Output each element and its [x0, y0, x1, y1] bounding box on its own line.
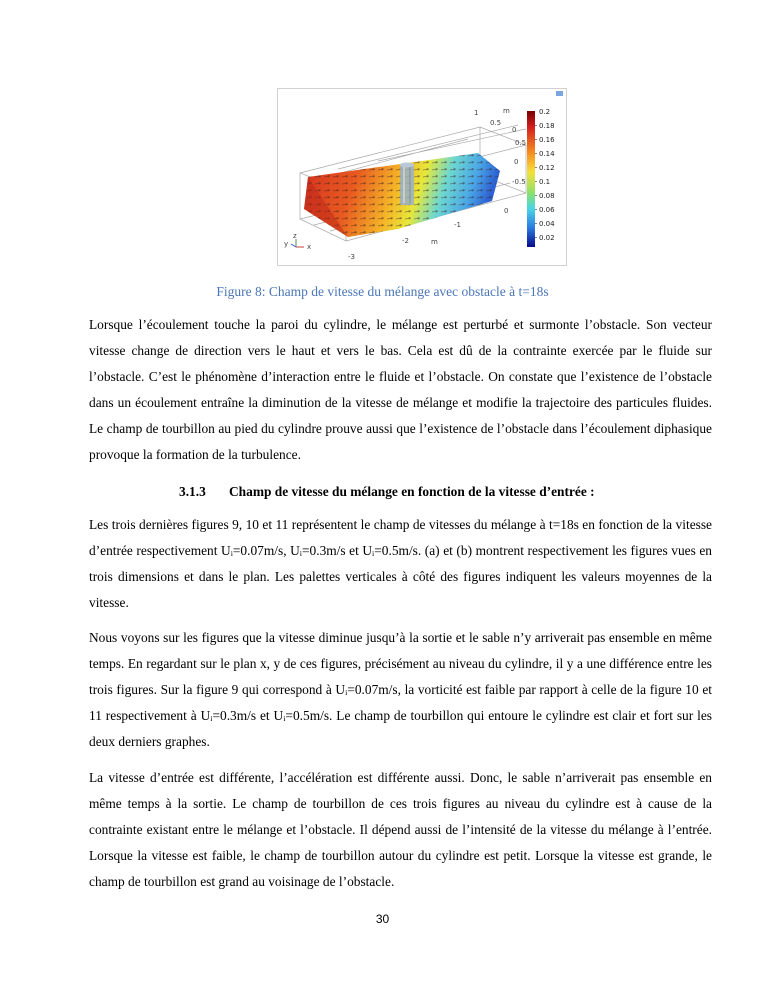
page-number: 30: [375, 912, 390, 926]
colorbar-tick-label: 0.08: [539, 192, 555, 200]
section-title: Champ de vitesse du mélange en fonction de la vitesse d’entrée :: [229, 484, 595, 499]
plot-toolbar-icon: [556, 91, 563, 96]
colorbar-tick-label: 0.12: [539, 164, 555, 172]
svg-text:-0.5: -0.5: [512, 178, 526, 186]
paragraph-4: La vitesse d’entrée est différente, l’accélération est différente aussi. Donc, le sable n’arriverait pas ensemble en même temps à la sortie. Le champ de tourbillon de ces trois figures au niveau du cylindre est à cause de la contrainte existant entre le mélange et l’obstacle. Il dépend aussi de l’intensité de la vitesse du mélange à l’entrée. Lorsque la vitesse est faible, le champ de tourbillon autour du cylindre est petit. Lorsque la vitesse est grande, le champ de tourbillon est grand au voisinage de l’obstacle.: [89, 770, 712, 889]
svg-text:0: 0: [514, 158, 519, 166]
svg-text:m: m: [503, 107, 510, 115]
svg-text:-3: -3: [348, 253, 355, 261]
colorbar-tick-label: 0.02: [539, 234, 555, 242]
section-number: 3.1.3: [179, 484, 206, 499]
colorbar-tick-label: 0.16: [539, 136, 555, 144]
colorbar-tick-label: 0.04: [539, 220, 555, 228]
colorbar-tick-label: 0.1: [539, 178, 551, 186]
svg-text:y: y: [284, 240, 289, 248]
colorbar-tick-label: 0.06: [539, 206, 555, 214]
svg-text:m: m: [431, 238, 438, 246]
paragraph-1: Lorsque l’écoulement touche la paroi du cylindre, le mélange est perturbé et surmonte l’obstacle. Son vecteur vitesse change de direction vers le haut et vers le bas. Cela est dû de la contrainte exercée par le fluide sur l’obstacle. C’est le phénomène d’interaction entre le fluide et l’obstacle. On constate que l’existence de l’obstacle dans un écoulement entraîne la diminution de la vitesse de mélange et modifie la trajectoire des particules fluides. Le champ de tourbillon au pied du cylindre prouve aussi que l’existence de l’obstacle dans l’écoulement diphasique provoque la formation de la turbulence.: [89, 317, 712, 462]
colorbar-tick-label: 0.18: [539, 122, 555, 130]
paragraph-3: Nous voyons sur les figures que la vitesse diminue jusqu’à la sortie et le sable n’y arriverait pas ensemble en même temps. En regardant sur le plan x, y de ces figures, précisément au niveau du cylindre, il y a une différence entre les trois figures. Sur la figure 9 qui correspond à Uᵢ=0.07m/s, la vorticité est faible par rapport à celle de la figure 10 et 11 respectivement à Uᵢ=0.3m/s et Uᵢ=0.5m/s. Le champ de tourbillon qui entoure le cylindre est clair et fort sur les deux derniers graphes.: [89, 630, 712, 749]
svg-text:-2: -2: [402, 237, 409, 245]
svg-text:0.2: 0.2: [539, 108, 551, 116]
section-heading: [179, 481, 595, 503]
svg-text:x: x: [307, 243, 312, 251]
svg-text:0: 0: [512, 126, 517, 134]
axis-triad: [284, 232, 311, 251]
svg-text:1: 1: [474, 109, 479, 117]
paragraph-2: Les trois dernières figures 9, 10 et 11 représentent le champ de vitesses du mélange à t=18s en fonction de la vitesse d’entrée respectivement Uᵢ=0.07m/s, Uᵢ=0.3m/s et Uᵢ=0.5m/s. (a) et (b) montrent respectivement les figures vues en trois dimensions et dans le plan. Les palettes verticales à côté des figures indiquent les valeurs moyennes de la vitesse.: [89, 517, 712, 610]
velocity-field-3d-plot: [278, 89, 566, 265]
colorbar: [527, 108, 555, 247]
colorbar-tick-label: 0.14: [539, 150, 555, 158]
cylinder-obstacle: [400, 163, 414, 206]
svg-text:0.5: 0.5: [515, 139, 527, 147]
svg-text:0.5: 0.5: [490, 119, 502, 127]
svg-text:z: z: [293, 232, 297, 240]
svg-text:-1: -1: [454, 221, 461, 229]
figure-caption: Figure 8: Champ de vitesse du mélange avec obstacle à t=18s: [216, 284, 549, 299]
svg-text:0: 0: [504, 207, 509, 215]
figure-8-image: [277, 88, 567, 266]
